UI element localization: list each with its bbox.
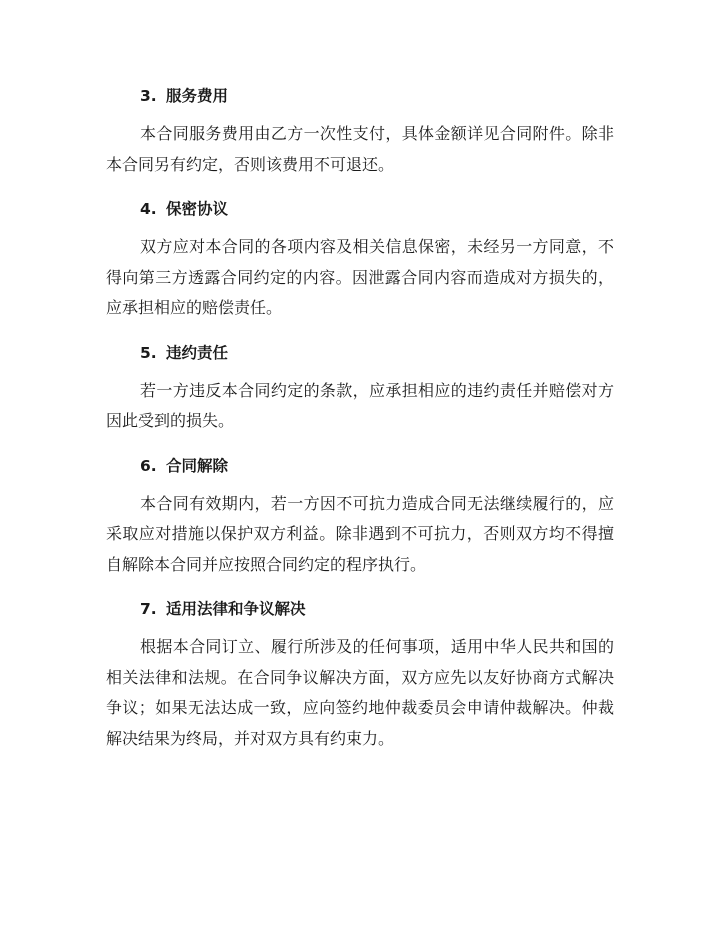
section-paragraph: 双方应对本合同的各项内容及相关信息保密，未经另一方同意，不得向第三方透露合同约定的内容。因泄露合同内容而造成对方损失的，应承担相应的赔偿责任。 <box>106 237 614 317</box>
section-title: 合同解除 <box>166 456 229 475</box>
section-governing-law <box>106 597 614 754</box>
document-page <box>106 84 614 771</box>
section-title: 保密协议 <box>166 200 229 218</box>
section-paragraph: 根据本合同订立、履行所涉及的任何事项，适用中华人民共和国的相关法律和法规。在合同争议解决方面，双方应先以友好协商方式解决争议；如果无法达成一致，应向签约地仲裁委员会申请仲裁解决。仲裁解决结果为终局，并对双方具有约束力。 <box>106 637 614 748</box>
section-title: 服务费用 <box>166 87 229 105</box>
section-number: 4. <box>140 200 157 218</box>
section-heading <box>140 341 614 365</box>
section-title: 违约责任 <box>166 343 229 362</box>
section-heading <box>140 454 614 478</box>
section-paragraph: 本合同有效期内，若一方因不可抗力造成合同无法继续履行的，应采取应对措施以保护双方利益。除非遇到不可抗力，否则双方均不得擅自解除本合同并应按照合同约定的程序执行。 <box>106 493 614 574</box>
section-number: 6. <box>140 456 157 475</box>
section-heading <box>140 597 614 621</box>
section-title: 适用法律和争议解决 <box>166 600 306 618</box>
section-breach-liability <box>106 341 614 437</box>
section-paragraph: 本合同服务费用由乙方一次性支付，具体金额详见合同附件。除非本合同另有约定，否则该费用不可退还。 <box>106 124 614 174</box>
section-paragraph: 若一方违反本合同约定的条款，应承担相应的违约责任并赔偿对方因此受到的损失。 <box>106 380 614 430</box>
section-heading <box>140 197 614 221</box>
section-confidentiality <box>106 197 614 324</box>
section-service-fee <box>106 84 614 180</box>
section-heading <box>140 84 614 108</box>
section-number: 7. <box>140 600 157 618</box>
section-termination <box>106 454 614 581</box>
section-number: 5. <box>140 343 157 362</box>
section-number: 3. <box>140 87 157 105</box>
